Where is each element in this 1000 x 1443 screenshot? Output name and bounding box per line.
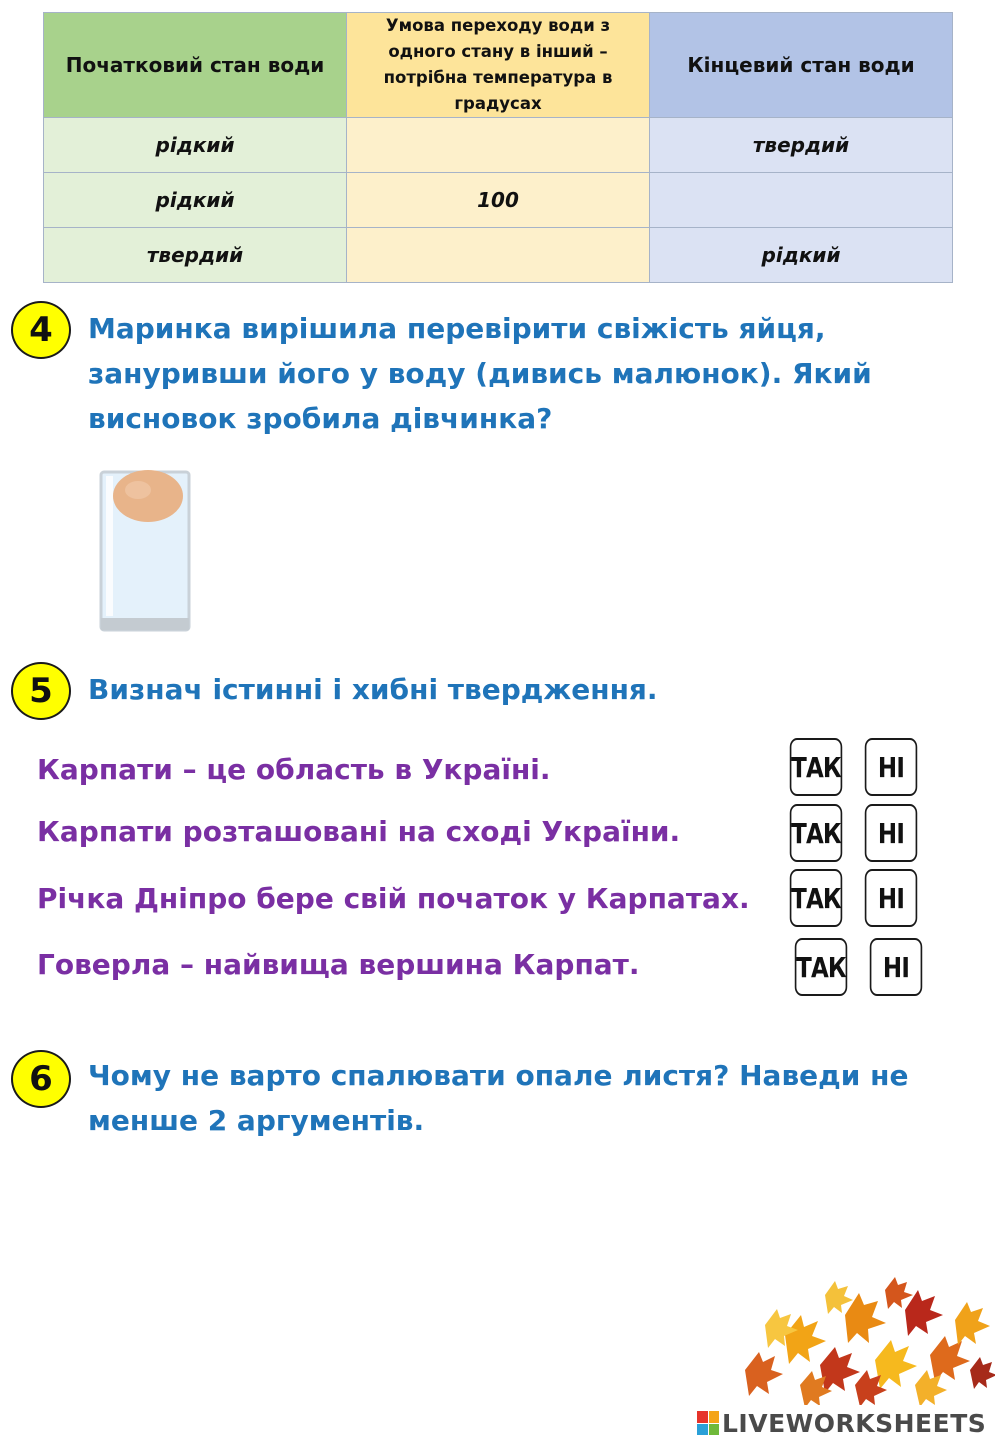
- question-4-badge: 4: [11, 301, 71, 359]
- yes-button-1[interactable]: ТАК: [790, 738, 842, 796]
- cell-condition-input[interactable]: [347, 118, 650, 173]
- cell-initial: рідкий: [44, 118, 347, 173]
- question-6-badge: 6: [11, 1050, 71, 1108]
- no-button-2[interactable]: НІ: [865, 804, 917, 862]
- cell-initial: твердий: [44, 228, 347, 283]
- autumn-leaves-illustration: [725, 1275, 995, 1405]
- no-button-3[interactable]: НІ: [865, 869, 917, 927]
- question-5-badge: 5: [11, 662, 71, 720]
- water-states-table: [43, 12, 953, 283]
- no-button-1[interactable]: НІ: [865, 738, 917, 796]
- cell-condition: 100: [347, 173, 650, 228]
- header-condition: Умова переходу води з одного стану в інший – потрібна температура в градусах: [347, 13, 650, 118]
- table-row: [44, 228, 953, 283]
- header-final-state: Кінцевий стан води: [650, 13, 953, 118]
- yes-button-4[interactable]: ТАК: [795, 938, 847, 996]
- statement-1: Карпати – це область в Україні.: [37, 753, 551, 786]
- cell-condition-input[interactable]: [347, 228, 650, 283]
- statement-4: Говерла – найвища вершина Карпат.: [37, 948, 640, 981]
- table-row: [44, 118, 953, 173]
- statement-3: Річка Дніпро бере свій початок у Карпатах.: [37, 882, 750, 915]
- question-5-text: Визнач істинні і хибні твердження.: [88, 673, 658, 706]
- liveworksheets-logo: [697, 1407, 986, 1439]
- yes-button-2[interactable]: ТАК: [790, 804, 842, 862]
- cell-final-input[interactable]: [650, 173, 953, 228]
- header-initial-state: Початковий стан води: [44, 13, 347, 118]
- no-button-4[interactable]: НІ: [870, 938, 922, 996]
- glass-with-egg-illustration: [98, 468, 192, 634]
- question-6-text: Чому не варто спалювати опале листя? Наведи не менше 2 аргументів.: [88, 1059, 909, 1137]
- logo-icon: [697, 1411, 719, 1435]
- cell-final: твердий: [650, 118, 953, 173]
- cell-initial: рідкий: [44, 173, 347, 228]
- question-4-text: Маринка вирішила перевірити свіжість яйця, зануривши його у воду (дивись малюнок). Який висновок зробила дівчинка?: [88, 312, 872, 435]
- table-row: [44, 173, 953, 228]
- brand-name: LIVEWORKSHEETS: [722, 1408, 987, 1438]
- cell-final: рідкий: [650, 228, 953, 283]
- table-header-row: [44, 13, 953, 118]
- statement-2: Карпати розташовані на сході України.: [37, 815, 681, 848]
- yes-button-3[interactable]: ТАК: [790, 869, 842, 927]
